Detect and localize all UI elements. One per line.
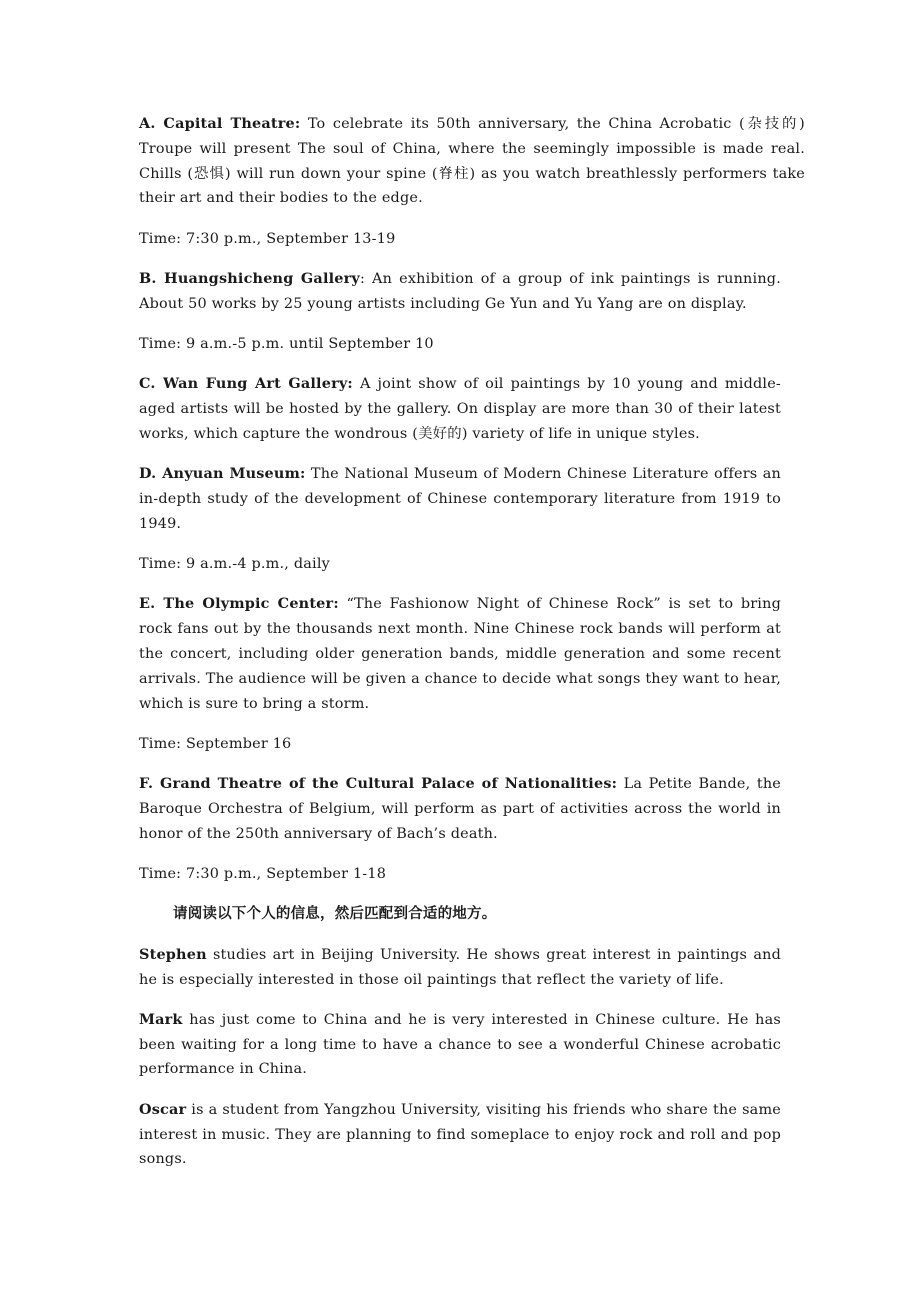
place-f-paragraph xyxy=(139,772,781,846)
place-a-heading: A. Capital Theatre: xyxy=(139,115,301,132)
person-oscar-text: is a student from Yangzhou University, visiting his friends who share the same interest in music. They are planning to find someplace to enjoy rock and roll and pop songs. xyxy=(139,1101,782,1168)
person-mark-text: has just come to China and he is very interested in Chinese culture. He has been waiting for a long time to have a chance to see a wonderful Chinese acrobatic performance in China. xyxy=(139,1011,781,1078)
person-mark-paragraph xyxy=(139,1008,781,1082)
place-b-heading: B. Huangshicheng Gallery xyxy=(139,269,360,287)
place-f-body: La Petite Bande, the Baroque Orchestra of Belgium, will perform as part of activities across the world in honor of the 250th anniversary of Bach’s death. xyxy=(139,776,782,842)
place-d-heading: D. Anyuan Museum: xyxy=(139,465,306,483)
document-page xyxy=(139,112,806,1188)
person-oscar-paragraph xyxy=(139,1098,781,1172)
place-d-time: Time: 9 a.m.-4 p.m., daily xyxy=(139,556,330,573)
person-stephen-name: Stephen xyxy=(139,945,207,963)
place-d-paragraph xyxy=(139,462,781,536)
place-e-time: Time: September 16 xyxy=(139,735,292,752)
place-e-paragraph xyxy=(139,592,781,716)
place-b-body: : An exhibition of a group of ink paintings is running. About 50 works by 25 young artists including Ge Yun and Yu Yang are on display. xyxy=(139,270,781,312)
person-oscar-name: Oscar xyxy=(139,1100,187,1118)
place-b-time: Time: 9 a.m.-5 p.m. until September 10 xyxy=(139,336,434,353)
place-f-time: Time: 7:30 p.m., September 1-18 xyxy=(139,866,387,883)
place-e-heading: E. The Olympic Center: xyxy=(139,595,339,613)
place-a-body: To celebrate its 50th anniversary, the China Acrobatic (杂技的) Troupe will present The soul of China, where the seemingly impossible is made real. Chills (恐惧) will run down your spine (脊柱) as you watch breathlessly performers take their art and their bodies to the edge. xyxy=(139,116,806,207)
person-stephen-paragraph xyxy=(139,943,781,993)
place-c-heading: C. Wan Fung Art Gallery: xyxy=(139,375,353,393)
place-a-time: Time: 7:30 p.m., September 13-19 xyxy=(139,230,396,247)
place-f-heading: F. Grand Theatre of the Cultural Palace of Nationalities: xyxy=(139,775,618,793)
place-c-paragraph xyxy=(139,372,781,446)
person-mark-name: Mark xyxy=(139,1010,183,1028)
place-d-body: The National Museum of Modern Chinese Literature offers an in-depth study of the development of Chinese contemporary literature from 1919 to 1949. xyxy=(139,466,781,532)
place-b-paragraph xyxy=(139,267,781,317)
place-a-paragraph xyxy=(139,112,805,211)
place-c-body: A joint show of oil paintings by 10 young and middle-aged artists will be hosted by the gallery. On display are more than 30 of their latest works, which capture the wondrous (美好的) variety of life in unique styles. xyxy=(139,376,781,442)
person-stephen-text: studies art in Beijing University. He shows great interest in paintings and he is especially interested in those oil paintings that reflect the variety of life. xyxy=(139,946,781,988)
instruction-heading: 请阅读以下个人的信息，然后匹配到合适的地方。 xyxy=(173,906,497,923)
place-e-body: “The Fashionow Night of Chinese Rock” is set to bring rock fans out by the thousands next month. Nine Chinese rock bands will perform at the concert, including older generation bands, middle generation and some recent arrivals. The audience will be given a chance to decide what songs they want to hear, which is sure to bring a storm. xyxy=(139,596,781,712)
